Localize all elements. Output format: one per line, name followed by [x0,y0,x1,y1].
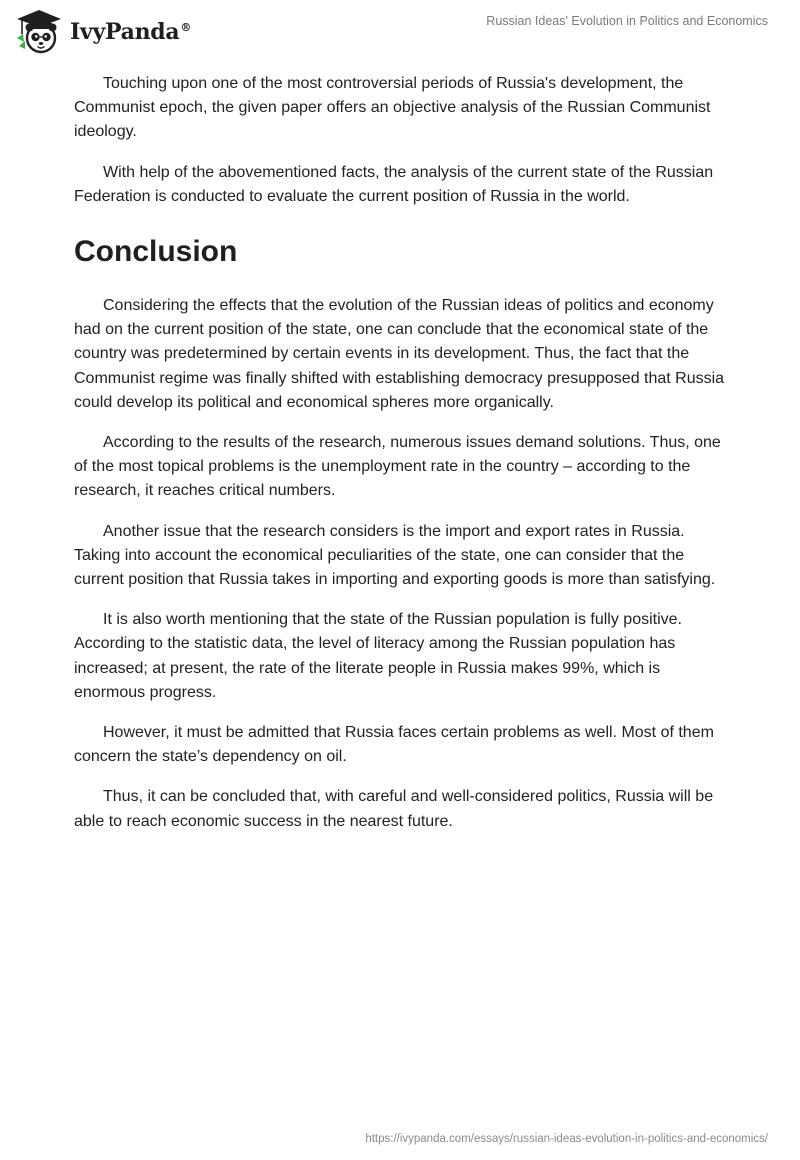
brand-name: IvyPanda® [70,19,192,45]
article-body [74,72,730,850]
paragraph: Touching upon one of the most controversial periods of Russia's development, the Communist epoch, the given paper offers an objective analysis of the Russian Communist ideology. [74,75,711,141]
page-header [0,0,800,64]
paragraph: It is also worth mentioning that the state of the Russian population is fully positive. According to the statistic data, the level of literacy among the Russian population has increased; at present, the rate of the literate people in Russia makes 99%, which is enormous progress. [74,611,682,701]
paragraph: According to the results of the research, numerous issues demand solutions. Thus, one of the most topical problems is the unemployment rate in the country – according to the research, it reaches critical numbers. [74,434,721,500]
paragraph: Another issue that the research considers is the import and export rates in Russia. Taking into account the economical peculiarities of the state, one can consider that the current position that Russia takes in importing and exporting goods is more than satisfying. [74,522,716,589]
document-title: Russian Ideas' Evolution in Politics and Economics [486,14,768,28]
paragraph: However, it must be admitted that Russia faces certain problems as well. Most of them concern the state’s dependency on oil. [74,724,714,766]
ivypanda-logo[interactable] [14,8,191,56]
paragraph: Considering the effects that the evolution of the Russian ideas of politics and economy had on the current position of the state, one can conclude that the economical state of the country was predetermined by certain events in its development. Thus, the fact that the Communist regime was finally shifted with establishing democracy presupposed that Russia could develop its political and economical spheres more organically. [74,297,725,411]
section-heading: Conclusion [74,235,238,269]
source-url[interactable]: https://ivypanda.com/essays/russian-ideas-evolution-in-politics-and-economics/ [365,1133,768,1145]
paragraph: With help of the abovementioned facts, the analysis of the current state of the Russian Federation is conducted to evaluate the current position of Russia in the world. [74,163,714,205]
paragraph: Thus, it can be concluded that, with careful and well-considered politics, Russia will be able to reach economic success in the nearest future. [74,788,714,830]
panda-graduate-icon [14,8,64,56]
